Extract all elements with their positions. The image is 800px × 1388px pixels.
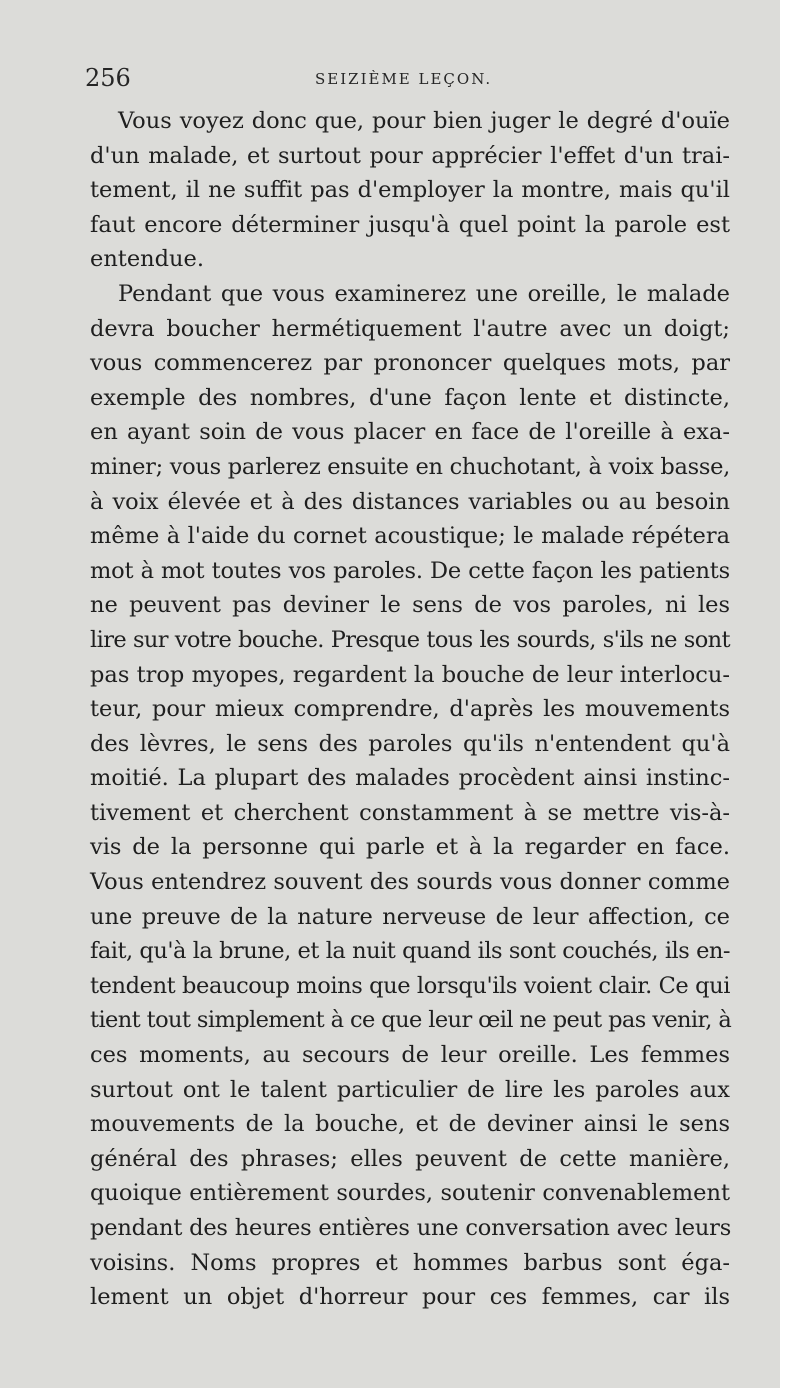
text-line: tendent beaucoup moins que lorsqu'ils voient clair. Ce qui (90, 972, 730, 999)
text-line: faut encore déterminer jusqu'à quel point la parole est (90, 211, 730, 238)
paragraph-2 (90, 277, 730, 1315)
body-text (90, 104, 730, 1315)
text-line: à voix élevée et à des distances variables ou au besoin (90, 488, 730, 515)
text-line: en ayant soin de vous placer en face de l'oreille à exa- (90, 419, 730, 446)
text-line: entendue. (90, 246, 205, 273)
text-line: lire sur votre bouche. Presque tous les sourds, s'ils ne sont (90, 626, 730, 653)
text-line: même à l'aide du cornet acoustique; le malade répétera (90, 523, 730, 550)
scan-margin (780, 0, 800, 1388)
text-line: tivement et cherchent constamment à se mettre vis-à- (90, 799, 730, 826)
text-line: devra boucher hermétiquement l'autre avec un doigt; (90, 315, 730, 342)
text-line: miner; vous parlerez ensuite en chuchotant, à voix basse, (90, 453, 730, 480)
text-line: une preuve de la nature nerveuse de leur affection, ce (90, 903, 730, 930)
text-line: d'un malade, et surtout pour apprécier l'effet d'un trai- (90, 142, 730, 169)
text-line: moitié. La plupart des malades procèdent ainsi instinc- (90, 765, 730, 792)
text-line: quoique entièrement sourdes, soutenir convenablement (90, 1180, 730, 1207)
text-line: Vous voyez donc que, pour bien juger le degré d'ouïe (118, 108, 730, 134)
text-line: Vous entendrez souvent des sourds vous donner comme (90, 869, 730, 896)
text-line: mot à mot toutes vos paroles. De cette façon les patients (90, 557, 730, 584)
text-line: vous commencerez par prononcer quelques mots, par (90, 350, 730, 377)
text-line: des lèvres, le sens des paroles qu'ils n'entendent qu'à (90, 730, 730, 757)
text-line: pas trop myopes, regardent la bouche de leur interlocu- (90, 661, 730, 688)
text-line: ces moments, au secours de leur oreille. Les femmes (90, 1042, 730, 1069)
text-line: voisins. Noms propres et hommes barbus sont éga- (90, 1249, 730, 1276)
text-line: teur, pour mieux comprendre, d'après les mouvements (90, 696, 730, 723)
text-line: général des phrases; elles peuvent de cette manière, (90, 1145, 730, 1172)
text-line: vis de la personne qui parle et à la regarder en face. (90, 834, 730, 861)
text-line: ne peuvent pas deviner le sens de vos paroles, ni les (90, 592, 730, 619)
text-line: lement un objet d'horreur pour ces femmes, car ils (90, 1284, 730, 1311)
text-line: pendant des heures entières une conversation avec leurs (90, 1215, 732, 1241)
page-header (85, 64, 725, 104)
page-number: 256 (85, 64, 131, 92)
text-line: mouvements de la bouche, et de deviner ainsi le sens (90, 1111, 730, 1138)
text-line: fait, qu'à la brune, et la nuit quand ils sont couchés, ils en- (90, 938, 730, 965)
text-line: tement, il ne suffit pas d'employer la montre, mais qu'il (90, 177, 730, 204)
text-line: surtout ont le talent particulier de lire les paroles aux (90, 1076, 730, 1103)
text-line: Pendant que vous examinerez une oreille, le malade (118, 280, 730, 307)
text-line: exemple des nombres, d'une façon lente et distincte, (90, 384, 730, 411)
text-line: tient tout simplement à ce que leur œil ne peut pas venir, à (90, 1007, 732, 1034)
paragraph-1 (90, 104, 730, 277)
running-head: SEIZIÈME LEÇON. (315, 70, 493, 88)
